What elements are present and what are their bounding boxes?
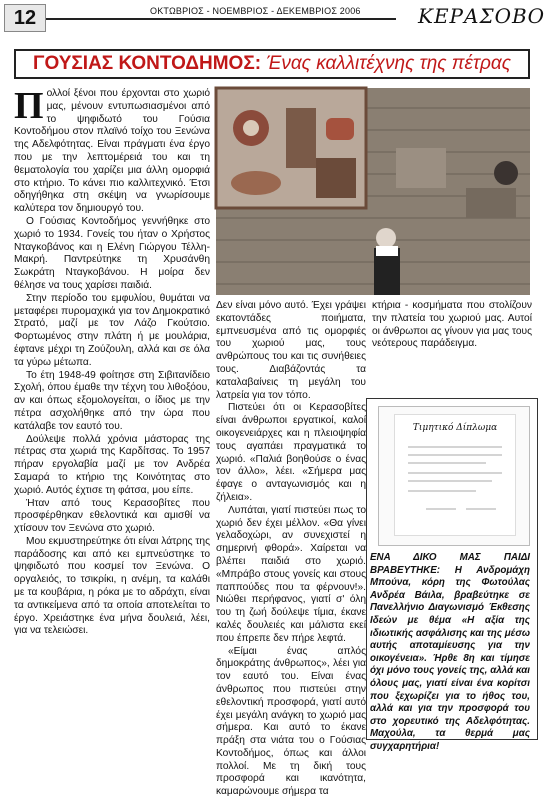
paragraph: Δούλεψε πολλά χρόνια μάστορας της πέτρας στα χωριά της Καρδίτσας. Το 1957 πήραν εργολαβία μαζί με τον Ανδρέα Σαμαρά το κτήριο της Κοινότητας στο χωριό. Αυτός έχτισε τη φάτσα, μου είπε. [14, 433, 210, 496]
title-subtitle: Ένας καλλιτέχνης της πέτρας [266, 53, 511, 74]
page-number: 12 [4, 4, 46, 32]
article-column-2 [216, 300, 366, 798]
certificate-heading: Τιμητικό Δίπλωμα [412, 423, 498, 433]
certificate [394, 414, 516, 536]
publication-logo: ΚΕΡΑΣΟΒΟ [418, 4, 545, 28]
paragraph: Ο Γούσιας Κοντοδήμος γεννήθηκε στο χωριό το 1934. Γονείς του ήταν ο Χρήστος Νταγκοβάνος και η Ελένη Γιώργου Τέλλη-Μακρή. Παντρεύτηκε τη Χρυσάνθη Σωκράτη Νταγκοβάνου. Η μοίρα δεν θέλησε να τους χαρίσει παιδιά. [14, 215, 210, 291]
drop-cap: Π [14, 85, 44, 127]
issue-date: ΟΚΤΩΒΡΙΟΣ - ΝΟΕΜΒΡΙΟΣ - ΔΕΚΕΜΒΡΙΟΣ 2006 [150, 6, 361, 16]
paragraph: Πιστεύει ότι οι Κερασοβίτες είναι άνθρωποι εργατικοί, καλοί οικογενειάρχες και η πλειοψηφία τους αγαπάει πραγματικά το χωριό. «Παλιά βοηθούσε ο ένας τον άλλο», λέει. «Σήμερα μας έφαγε ο ανταγωνισμός και η ζήλεια». [216, 402, 366, 503]
article-column-1 [14, 85, 210, 748]
paragraph: ολλοί ξένοι που έρχονται στο χωριό μας, μένουν εντυπωσιασμένοι από το ψηφιδωτό του Γούσια Κοντοδήμου στον πλαϊνό τοίχο του Ξενώνα της Αδελφότητας. Είναι πράγματι ένα έργο που με την λεπτομέρειά του και τη θεματολογία του χαρίζει μια άλλη ομορφιά στο κτήριο. Το κάνει πιο καλλιτεχνικό. Έτσι οδηγήθηκα στη σκέψη να γνωρίσουμε καλύτερα τον δημιουργό του. [14, 88, 210, 215]
paragraph: κτήρια - κοσμήματα που στολίζουν την πλατεία του χωριού μας. Αυτοί οι άνθρωποι ας γίνουν για μας τους νεότερους παράδειγμα. [372, 300, 532, 350]
paragraph: «Είμαι ένας απλός δημοκράτης άνθρωπος», λέει για τον εαυτό του. Είναι ένας άνθρωπος που πιστεύει στην εθελοντική προσφορά, γιατί αυτό έχει μεγάλη ανάγκη το χωριό μας σήμερα. Και αυτό το έκανε πράξη στα νιάτα του ο Γούσιας Κοντοδήμος, όπως και άλλοι πολλοί. Με τη δική τους προσφορά και ικανότητα, καμαρώνουμε σήμερα τα [216, 645, 366, 798]
mosaic-photo [216, 88, 530, 295]
paragraph: Το έτη 1948-49 φοίτησε στη Σιβιτανίδειο Σχολή, όπου έμαθε την τέχνη του λιθοξόου, αν και όπως εξομολογείται, ο ίδιος με την πέτρα ασχολήθηκε από την ώρα που κατάλαβε τον εαυτό του. [14, 369, 210, 432]
header-rule [46, 18, 396, 20]
title-name: ΓΟΥΣΙΑΣ ΚΟΝΤΟΔΗΜΟΣ: [33, 53, 262, 74]
paragraph: Μου εκμυστηρεύτηκε ότι είναι λάτρης της παράδοσης και από κει εμπνεύστηκε το ψηφιδωτό που κοσμεί τον Ξενώνα. Ο οργαλειός, το τσικρίκι, η ανέμη, τα καλάθι με τα κουβάρια, η ρόκα με το αδράχτι, είναι τα αντικείμενα από τα οποία αποτελείται το έργο. Χρειάστηκε ένα μήνα δουλειά, λέει, για να τελειώσει. [14, 535, 210, 637]
article-column-3 [372, 300, 532, 390]
article-title-box [14, 49, 530, 79]
article-title [16, 51, 528, 77]
paragraph: Λυπάται, γιατί πιστεύει πως το χωριό δεν έχει μέλλον. «Θα γίνει γελαδοχώρι, αν συνεχιστεί η σημερινή φθορά». Χαίρεται να βλέπει παιδιά στο χωριό. «Μπράβο στους γονείς και στους παππούδες που τα φέρνουν!». Νιώθει περήφανος, γιατί σ' όλη του τη ζωή δούλεψε τίμια, έκανε καλές δουλειές και μάλιστα εκεί που έπρεπε δεν πήρε λεφτά. [216, 504, 366, 644]
paragraph: Δεν είναι μόνο αυτό. Έχει γράψει εκατοντάδες ποιήματα, εμπνευσμένα από τις ομορφιές του χωριού μας, τους ανθρώπους του και τις συνήθειες τους. Διαβάζοντάς τα καταλαβαίνεις τη μεγάλη του λατρεία για τον τόπο. [216, 300, 366, 401]
award-caption: ΕΝΑ ΔΙΚΟ ΜΑΣ ΠΑΙΔΙ ΒΡΑΒΕΥΤΗΚΕ: Η Ανδρομάχη Μπούνα, κόρη της Φωτούλας Ανδρέα Βάιλα, βραβεύτηκε σε Πανελλήνιο Διαγωνισμό Έκθεσης Ιδεών με θέμα «Η αξία της ιδιωτικής ασφάλισης και της μέσω αυτής αποταμίευσης για την οικογένεια». Ήρθε 8η και τίμησε όχι μόνο τους γονείς της, αλλά και όλους μας, γιατί είναι ένα κορίτσι που ξεχωρίζει για το ήθος του, αλλά και για την προσφορά του στο χορευτικό της Αδελφότητας. Μαχούλα, τα θερμά μας συγχαρητήρια! [370, 552, 530, 752]
paragraph: Ήταν από τους Κερασοβίτες που προσφέρθηκαν εθελοντικά και αμισθί να χτίσουν τον Ξενώνα στο χωριό. [14, 497, 210, 535]
paragraph: Στην περίοδο του εμφυλίου, θυμάται να μεταφέρει πυρομαχικά για τον Δημοκρατικό Στρατό, μαζί με τον Λάζο Γκούτσιο. Φορτωμένος στην πλάτη ή με μουλάρια, έφτανε μέχρι τη Ζούζουλη, αλλά και σε όλα τα γύρω μέτωπα. [14, 292, 210, 368]
